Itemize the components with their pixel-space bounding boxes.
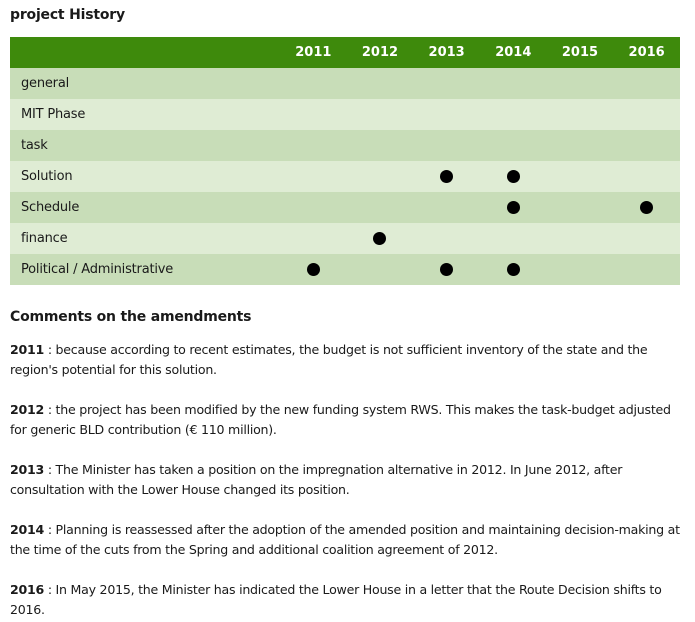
change-marker-dot xyxy=(373,232,386,245)
year-cell xyxy=(347,192,414,223)
year-cell xyxy=(280,254,347,285)
change-marker-dot xyxy=(507,263,520,276)
year-cell xyxy=(413,223,480,254)
year-cell xyxy=(280,68,347,99)
year-cell xyxy=(413,130,480,161)
row-label: Solution xyxy=(10,161,280,192)
year-cell xyxy=(613,68,680,99)
comment-item xyxy=(10,400,686,440)
year-cell xyxy=(413,68,480,99)
row-label: finance xyxy=(10,223,280,254)
year-cell xyxy=(280,161,347,192)
year-cell xyxy=(413,161,480,192)
year-cell xyxy=(280,192,347,223)
year-cell xyxy=(547,99,614,130)
comment-year: 2016 xyxy=(10,582,45,597)
year-cell xyxy=(547,68,614,99)
year-cell xyxy=(280,130,347,161)
year-cell xyxy=(480,223,547,254)
year-cell xyxy=(480,161,547,192)
year-cell xyxy=(547,254,614,285)
year-cell xyxy=(480,99,547,130)
year-cell xyxy=(413,254,480,285)
project-history-table xyxy=(10,37,680,285)
change-marker-dot xyxy=(507,201,520,214)
year-header: 2014 xyxy=(480,37,547,68)
year-cell xyxy=(613,161,680,192)
year-cell xyxy=(613,192,680,223)
comment-text: : because according to recent estimates, the budget is not sufficient inventory of the state and the region's potential for this solution. xyxy=(10,342,648,377)
header-empty-cell xyxy=(10,37,280,68)
row-label: Schedule xyxy=(10,192,280,223)
year-cell xyxy=(347,161,414,192)
year-cell xyxy=(347,254,414,285)
year-cell xyxy=(547,192,614,223)
comment-text: : Planning is reassessed after the adoption of the amended position and maintaining decision-making at the time of the cuts from the Spring and additional coalition agreement of 2012. xyxy=(10,522,680,557)
comment-item xyxy=(10,520,686,560)
table-header-row xyxy=(10,37,680,68)
table-row xyxy=(10,254,680,285)
comment-text: : the project has been modified by the new funding system RWS. This makes the task-budget adjusted for generic BLD contribution (€ 110 million). xyxy=(10,402,671,437)
year-cell xyxy=(480,254,547,285)
change-marker-dot xyxy=(507,170,520,183)
year-header: 2011 xyxy=(280,37,347,68)
year-cell xyxy=(347,99,414,130)
table-row xyxy=(10,161,680,192)
year-cell xyxy=(547,161,614,192)
table-row xyxy=(10,223,680,254)
year-header: 2015 xyxy=(547,37,614,68)
comment-year: 2011 xyxy=(10,342,45,357)
comment-year: 2014 xyxy=(10,522,45,537)
year-cell xyxy=(613,99,680,130)
row-label: MIT Phase xyxy=(10,99,280,130)
comment-year: 2012 xyxy=(10,402,45,417)
year-header: 2012 xyxy=(347,37,414,68)
comment-text: : In May 2015, the Minister has indicated the Lower House in a letter that the Route Decision shifts to 2016. xyxy=(10,582,662,617)
change-marker-dot xyxy=(307,263,320,276)
year-cell xyxy=(280,99,347,130)
year-cell xyxy=(347,130,414,161)
comment-item xyxy=(10,340,686,380)
year-cell xyxy=(413,192,480,223)
year-cell xyxy=(613,223,680,254)
change-marker-dot xyxy=(440,263,453,276)
change-marker-dot xyxy=(640,201,653,214)
comment-text: : The Minister has taken a position on the impregnation alternative in 2012. In June 2012, after consultation with the Lower House changed its position. xyxy=(10,462,623,497)
table-row xyxy=(10,68,680,99)
table-row xyxy=(10,130,680,161)
change-marker-dot xyxy=(440,170,453,183)
comments-title: Comments on the amendments xyxy=(10,309,252,325)
year-cell xyxy=(480,130,547,161)
year-header: 2016 xyxy=(613,37,680,68)
comment-item xyxy=(10,460,686,500)
year-cell xyxy=(347,68,414,99)
year-cell xyxy=(480,68,547,99)
year-cell xyxy=(547,223,614,254)
row-label: Political / Administrative xyxy=(10,254,280,285)
year-cell xyxy=(613,254,680,285)
year-cell xyxy=(347,223,414,254)
table-row xyxy=(10,99,680,130)
year-cell xyxy=(547,130,614,161)
row-label: task xyxy=(10,130,280,161)
page-title: project History xyxy=(10,7,125,23)
year-cell xyxy=(413,99,480,130)
year-cell xyxy=(480,192,547,223)
table-row xyxy=(10,192,680,223)
comment-item xyxy=(10,580,686,620)
year-cell xyxy=(613,130,680,161)
year-cell xyxy=(280,223,347,254)
row-label: general xyxy=(10,68,280,99)
comment-year: 2013 xyxy=(10,462,45,477)
year-header: 2013 xyxy=(413,37,480,68)
